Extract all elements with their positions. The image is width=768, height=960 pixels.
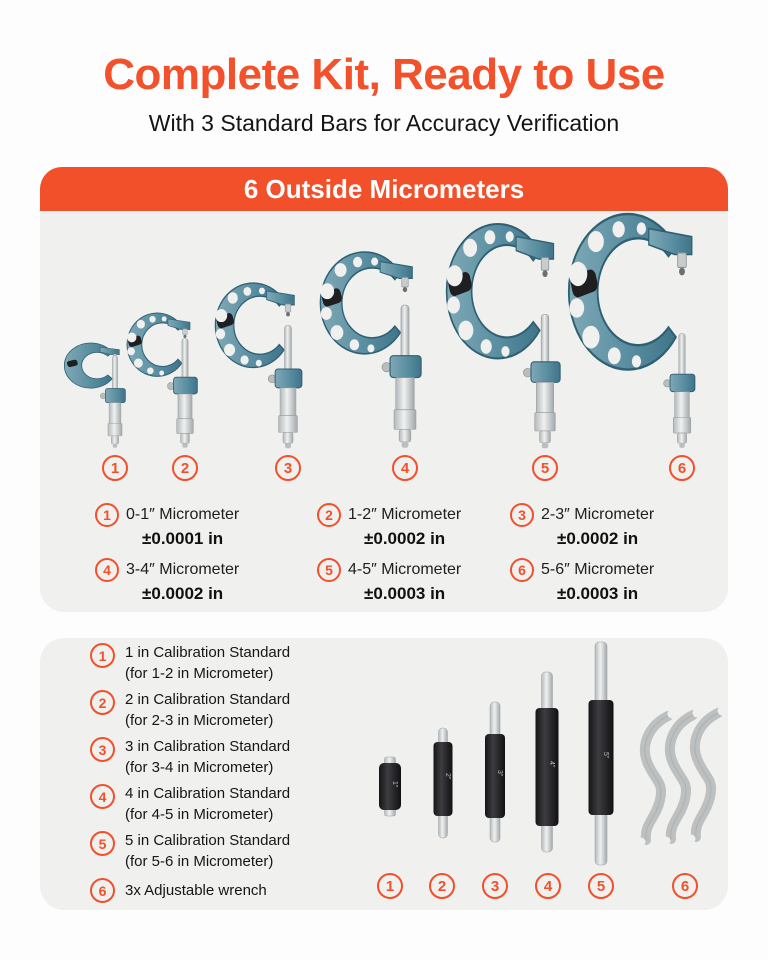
accessory-line2: (for 2-3 in Micrometer) — [125, 712, 274, 729]
svg-text:4″: 4″ — [548, 761, 555, 768]
micrometer-3-4in — [320, 252, 421, 448]
calibration-bar-4in — [536, 672, 559, 852]
item-number-badge: 6 — [90, 878, 115, 903]
item-number-badge: 2 — [429, 873, 455, 899]
spec-name: 2-3″ Micrometer — [541, 506, 655, 523]
micrometer-4-5in — [447, 224, 561, 448]
item-number-badge: 1 — [90, 643, 115, 668]
page-subtitle: With 3 Standard Bars for Accuracy Verification — [148, 110, 620, 136]
micrometers-illustration — [40, 211, 728, 461]
micrometer-2-3in — [215, 283, 302, 448]
item-number-badge: 3 — [90, 737, 115, 762]
spec-item — [317, 558, 461, 604]
item-number-badge: 4 — [95, 558, 119, 582]
svg-text:3″: 3″ — [496, 770, 503, 777]
item-number-badge: 1 — [102, 455, 128, 481]
svg-text:1″: 1″ — [391, 781, 398, 788]
micrometer-1-2in — [127, 313, 197, 448]
micrometers-card — [40, 167, 728, 612]
spec-accuracy: ±0.0003 in — [364, 584, 446, 603]
accessory-line1: 3x Adjustable wrench — [125, 882, 267, 899]
item-number-badge: 5 — [588, 873, 614, 899]
accessory-line2: (for 5-6 in Micrometer) — [125, 853, 274, 870]
spec-name: 5-6″ Micrometer — [541, 561, 655, 578]
item-number-badge: 5 — [317, 558, 341, 582]
item-number-badge: 2 — [90, 690, 115, 715]
item-number-badge: 1 — [377, 873, 403, 899]
accessory-line1: 1 in Calibration Standard — [125, 644, 291, 661]
calibration-bar-5in — [589, 642, 614, 865]
spec-accuracy: ±0.0002 in — [364, 529, 446, 548]
spec-name: 4-5″ Micrometer — [348, 561, 462, 578]
spec-accuracy: ±0.0002 in — [557, 529, 639, 548]
item-number-badge: 2 — [317, 503, 341, 527]
accessory-line1: 2 in Calibration Standard — [125, 691, 291, 708]
calibration-bar-2in — [434, 728, 453, 838]
accessory-line2: (for 1-2 in Micrometer) — [125, 665, 274, 682]
micrometer-5-6in — [569, 214, 695, 448]
page-title: Complete Kit, Ready to Use — [103, 50, 665, 99]
accessory-line2: (for 4-5 in Micrometer) — [125, 806, 274, 823]
spec-accuracy: ±0.0001 in — [142, 529, 224, 548]
calibration-standards-illustration — [40, 638, 728, 910]
accessory-line2: (for 3-4 in Micrometer) — [125, 759, 274, 776]
item-number-badge: 3 — [482, 873, 508, 899]
spec-item — [95, 503, 239, 549]
item-number-badge: 3 — [275, 455, 301, 481]
spanner-wrench-illustration — [637, 707, 727, 847]
item-number-badge: 4 — [392, 455, 418, 481]
spec-item — [510, 503, 654, 549]
item-number-badge: 5 — [532, 455, 558, 481]
calibration-bar-1in — [379, 757, 401, 816]
item-number-badge: 6 — [669, 455, 695, 481]
item-number-badge: 1 — [95, 503, 119, 527]
spec-accuracy: ±0.0002 in — [142, 584, 224, 603]
item-number-badge: 4 — [90, 784, 115, 809]
spec-accuracy: ±0.0003 in — [557, 584, 639, 603]
accessories-card — [40, 638, 728, 910]
item-number-badge: 5 — [90, 831, 115, 856]
spec-item — [95, 558, 239, 604]
spec-name: 3-4″ Micrometer — [126, 561, 240, 578]
calibration-bar-3in — [485, 702, 505, 842]
svg-text:5″: 5″ — [602, 752, 609, 759]
spec-item — [510, 558, 654, 604]
micrometers-banner: 6 Outside Micrometers — [40, 167, 728, 211]
spec-name: 1-2″ Micrometer — [348, 506, 462, 523]
accessory-line1: 3 in Calibration Standard — [125, 738, 291, 755]
spec-item — [317, 503, 461, 549]
item-number-badge: 6 — [672, 873, 698, 899]
item-number-badge: 6 — [510, 558, 534, 582]
accessory-line1: 5 in Calibration Standard — [125, 832, 291, 849]
svg-text:2″: 2″ — [444, 773, 451, 780]
item-number-badge: 4 — [535, 873, 561, 899]
micrometer-0-1in — [64, 343, 125, 448]
accessory-line1: 4 in Calibration Standard — [125, 785, 291, 802]
spec-name: 0-1″ Micrometer — [126, 506, 240, 523]
item-number-badge: 3 — [510, 503, 534, 527]
item-number-badge: 2 — [172, 455, 198, 481]
